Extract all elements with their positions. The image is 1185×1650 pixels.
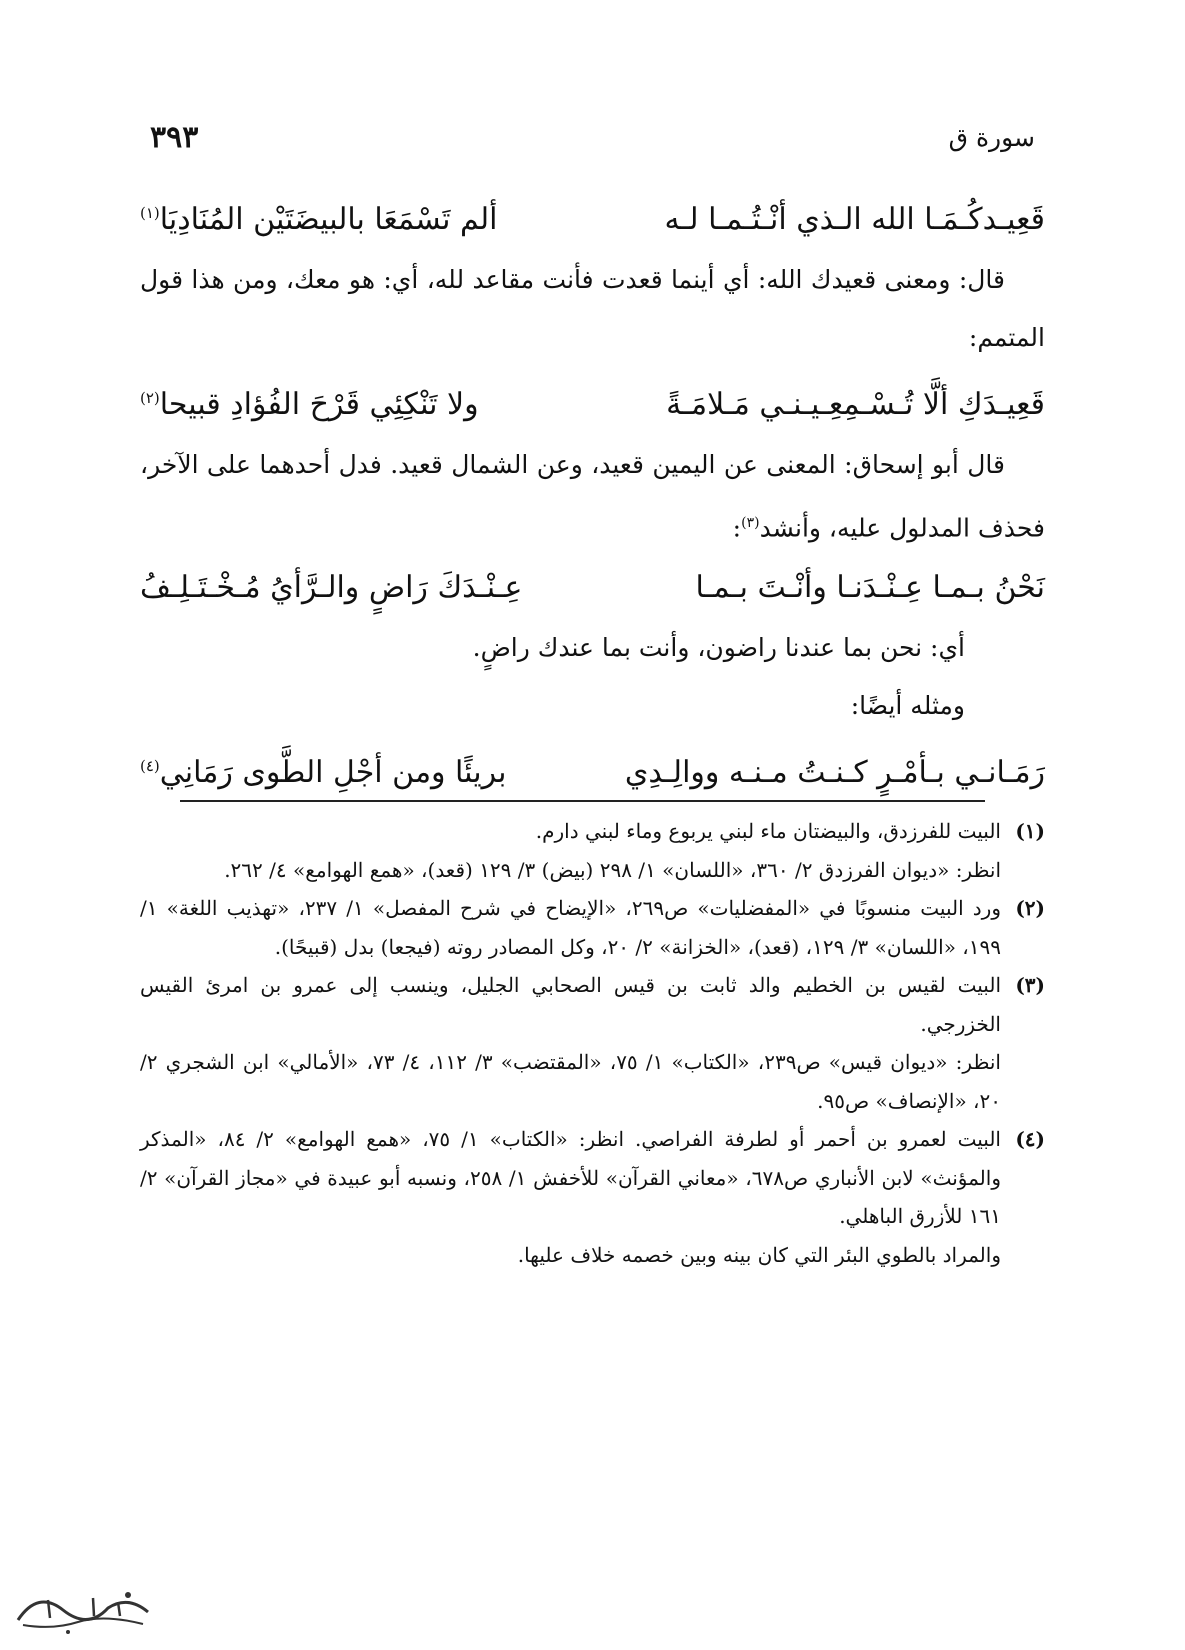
paragraph-2: قال أبو إسحاق: المعنى عن اليمين قعيد، وعن الشمال قعيد. فدل أحدهما على الآخر، فحذف المدلول عليه، وأنشد$^{(٣)}$: bbox=[140, 450, 1045, 543]
verse-hemistich-left: بريئًا ومن أجْلِ الطَّوى رَمَانِي$^{(٤)}$ bbox=[140, 755, 507, 791]
footnote-ref: (٣) bbox=[741, 515, 760, 531]
poetry-verse-1 bbox=[140, 182, 1045, 251]
verse-hemistich-right: رَمَـانـي بـأمْـرٍ كـنـتُ مـنـه ووالِـدِي bbox=[624, 755, 1045, 791]
footnote-line: البيت للفرزدق، والبيضتان ماء لبني يربوع وماء لبني دارم. bbox=[535, 819, 1001, 843]
poetry-verse-3 bbox=[140, 557, 1045, 619]
footnote-divider bbox=[180, 800, 985, 802]
footnote-line: البيت لقيس بن الخطيم والد ثابت بن قيس الصحابي الجليل، وينسب إلى عمرو بن امرئ القيس الخزرجي. bbox=[140, 973, 1001, 1036]
poetry-verse-4 bbox=[140, 735, 1045, 804]
publisher-logo-icon bbox=[8, 1580, 158, 1640]
footnote-ref: (٢) bbox=[140, 389, 160, 407]
main-text bbox=[140, 182, 1045, 804]
footnote-number: (٢) bbox=[1015, 896, 1045, 920]
verse-hemistich-right: قَعِيـدكُـمَـا الله الـذي أنْـتُـمـا لـه bbox=[664, 202, 1045, 237]
page-header bbox=[150, 112, 1035, 162]
verse-hemistich-right: نَحْنُ بـمـا عِـنْـدَنـا وأنْـتَ بـمـا bbox=[695, 570, 1045, 606]
footnote bbox=[140, 966, 1045, 1120]
page-number: ٣٩٣ bbox=[150, 119, 199, 155]
verse-hemistich-right: قَعِيـدَكِ ألَّا تُـسْـمِعِـيـنـي مَـلامَـةً bbox=[666, 387, 1045, 422]
footnote-ref: (٤) bbox=[140, 757, 160, 776]
footnote-number: (٤) bbox=[1015, 1127, 1045, 1151]
paragraph-4: ومثله أيضًا: bbox=[850, 691, 965, 721]
footnote-line: انظر: «ديوان الفرزدق ٢/ ٣٦٠، «اللسان» ١/ ٢٩٨ (بيض) ٣/ ١٢٩ (قعد)، «همع الهوامع» ٤/ ٢٦٢. bbox=[224, 857, 1001, 882]
footnote-line: والمراد بالطوي البئر التي كان بينه وبين خصمه خلاف عليها. bbox=[517, 1242, 1001, 1267]
footnote bbox=[140, 1120, 1045, 1274]
verse-hemistich-left: ولا تَنْكِئِي قَرْحَ الفُؤادِ قبيحا$^{(٢)}$ bbox=[140, 387, 479, 422]
verse-hemistich-left: عِـنْـدَكَ رَاضٍ والـرَّأيُ مُـخْـتَـلِـفُ bbox=[140, 570, 523, 606]
footnotes bbox=[140, 812, 1045, 1274]
poetry-verse-2 bbox=[140, 367, 1045, 436]
surah-title: سورة ق bbox=[948, 122, 1035, 152]
paragraph-1: قال: ومعنى قعيدك الله: أي أينما قعدت فأنت مقاعد لله، أي: هو معك، ومن هذا قول المتمم: bbox=[140, 265, 1045, 352]
footnote bbox=[140, 812, 1045, 889]
paragraph-3: أي: نحن بما عندنا راضون، وأنت بما عندك راضٍ. bbox=[472, 633, 965, 663]
footnote-number: (٣) bbox=[1015, 973, 1045, 997]
footnote-line: البيت لعمرو بن أحمر أو لطرفة الفراصي. انظر: «الكتاب» ١/ ٧٥، «همع الهوامع» ٢/ ٨٤، «المذكر والمؤنث» لابن الأنباري ص٦٧٨، «معاني القرآن» للأخفش ١/ ٢٥٨، ونسبه أبو عبيدة في «مجاز القرآن» ٢/ ١٦١ للأزرق الباهلي. bbox=[140, 1127, 1001, 1228]
verse-hemistich-left: ألم تَسْمَعَا بالبيضَتَيْن المُنَادِيَا$^{(١)}$ bbox=[140, 202, 498, 237]
footnote bbox=[140, 889, 1045, 966]
footnote-line: ورد البيت منسوبًا في «المفضليات» ص٢٦٩، «الإيضاح في شرح المفصل» ١/ ٢٣٧، «تهذيب اللغة» ١/ ١٩٩، «اللسان» ٣/ ١٢٩، (قعد)، «الخزانة» ٢/ ٢٠، وكل المصادر روته (فيجعا) بدل (قبيحًا). bbox=[140, 896, 1001, 959]
footnote-line: انظر: «ديوان قيس» ص٢٣٩، «الكتاب» ١/ ٧٥، «المقتضب» ٣/ ١١٢، ٤/ ٧٣، «الأمالي» ابن الشجري ٢/ ٢٠، «الإنصاف» ص٩٥. bbox=[140, 1050, 1001, 1113]
footnote-ref: (١) bbox=[140, 204, 160, 222]
footnote-number: (١) bbox=[1015, 819, 1045, 843]
